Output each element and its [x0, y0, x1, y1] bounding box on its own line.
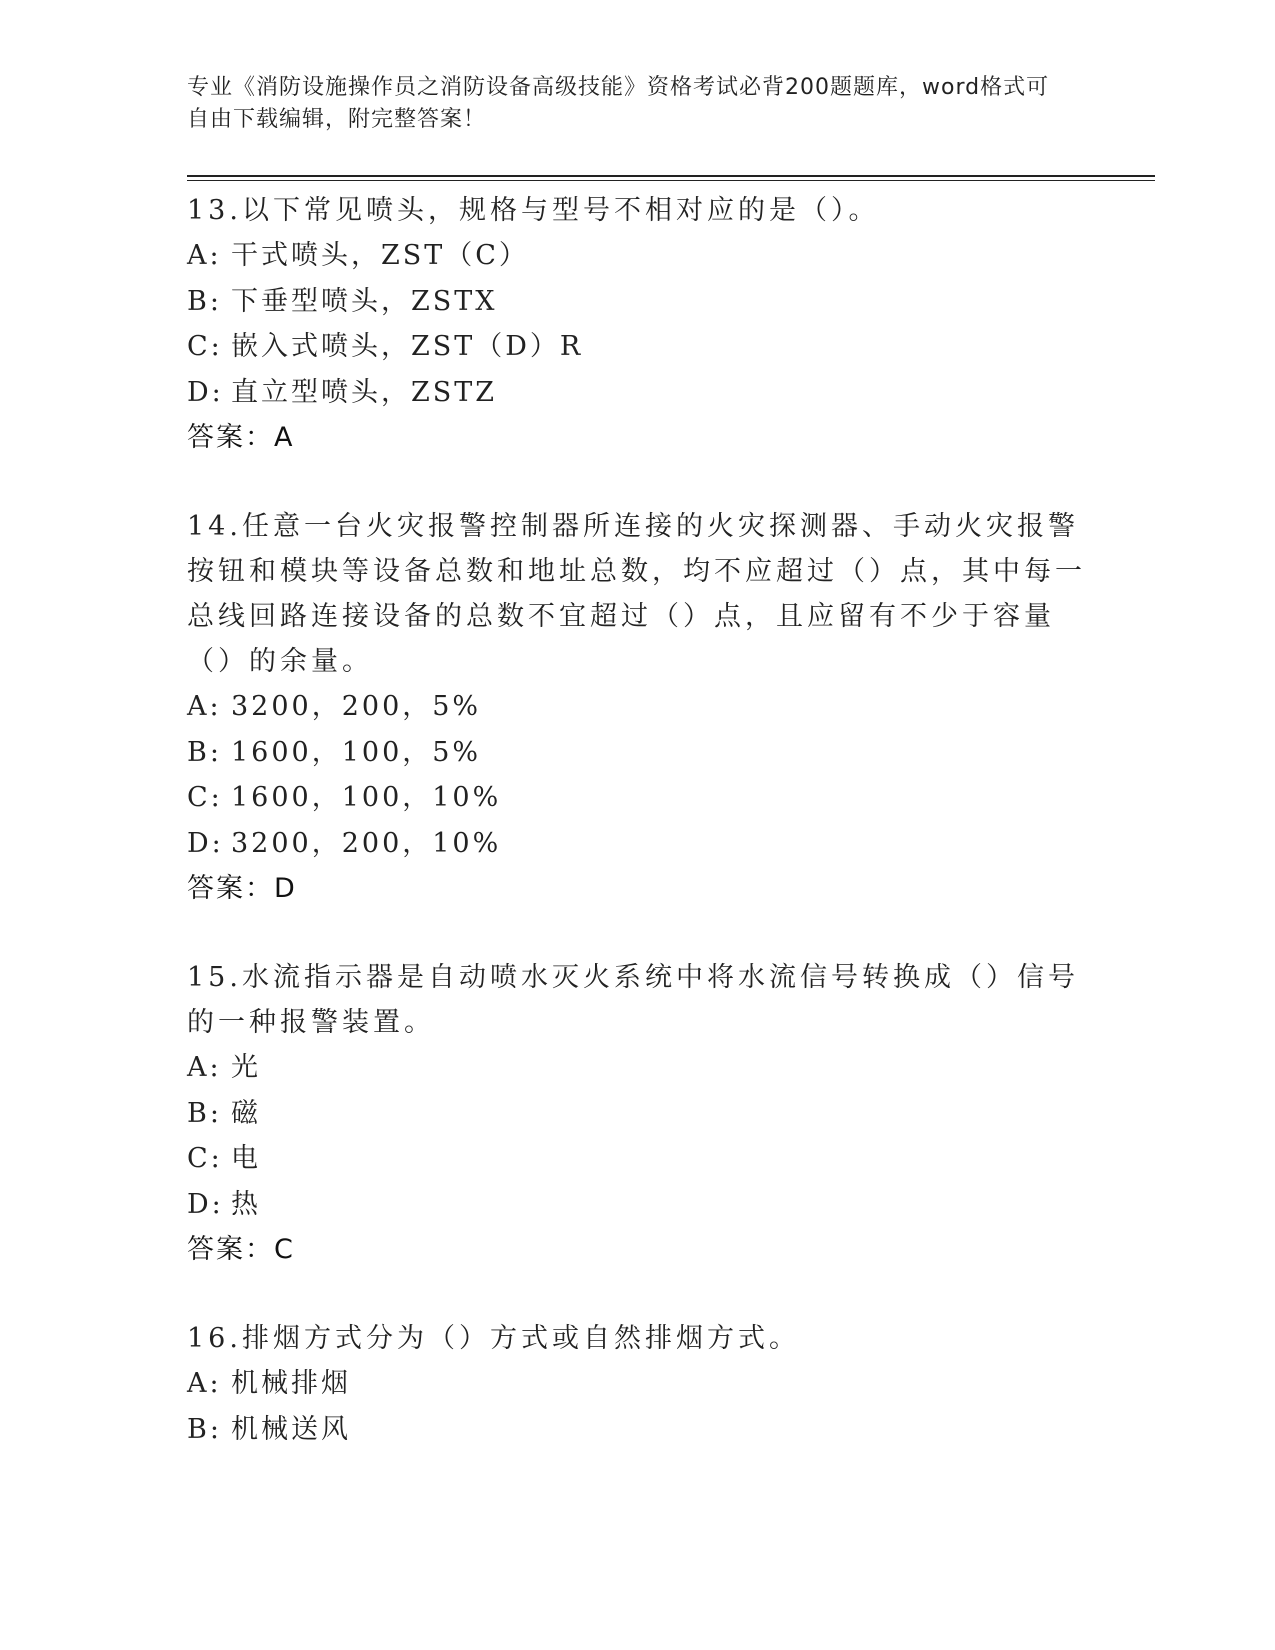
option-a	[187, 1045, 1087, 1091]
option-b	[187, 730, 1087, 776]
option-key: B:	[187, 1413, 222, 1445]
option-text: 电	[231, 1143, 261, 1174]
header-divider-thick	[187, 175, 1155, 177]
option-a	[187, 233, 1087, 279]
option-text: 磁	[231, 1097, 261, 1129]
option-c	[187, 775, 1087, 821]
option-key: B:	[187, 285, 222, 317]
option-key: D:	[187, 827, 224, 859]
option-text: 机械排烟	[231, 1368, 351, 1399]
question-stem: 14.任意一台火灾报警控制器所连接的火灾探测器、手动火灾报警按钮和模块等设备总数和地址总数，均不应超过（）点，其中每一总线回路连接设备的总数不宜超过（）点，且应留有不少于容量（）的余量。	[187, 511, 1086, 677]
option-text: 热	[231, 1188, 261, 1220]
option-key: A:	[187, 240, 222, 271]
option-text: 直立型喷头，ZSTZ	[231, 376, 498, 408]
option-text: 下垂型喷头，ZSTX	[231, 285, 498, 317]
option-key: A:	[187, 1368, 222, 1399]
option-b	[187, 1407, 1087, 1453]
option-text: 干式喷头，ZST（C）	[231, 240, 529, 271]
option-text: 3200，200，10%	[231, 827, 502, 859]
question-15	[187, 955, 1087, 1272]
question-stem: 15.水流指示器是自动喷水灭火系统中将水流信号转换成（）信号的一种报警装置。	[187, 962, 1079, 1038]
option-key: C:	[187, 1143, 223, 1174]
option-c	[187, 1136, 1087, 1182]
answer-line: 答案：D	[187, 873, 297, 904]
option-d	[187, 370, 1087, 416]
document-intro: 专业《消防设施操作员之消防设备高级技能》资格考试必背200题题库，word格式可自由下载编辑，附完整答案！	[187, 75, 1050, 132]
question-13	[187, 188, 1087, 460]
question-16	[187, 1316, 1087, 1452]
option-b	[187, 1091, 1087, 1137]
answer-line: 答案：C	[187, 1234, 295, 1265]
option-text: 嵌入式喷头，ZST（D）R	[231, 331, 584, 362]
option-c	[187, 324, 1087, 370]
question-list	[187, 188, 1087, 1496]
question-14	[187, 504, 1087, 911]
option-key: B:	[187, 1097, 222, 1129]
option-key: C:	[187, 782, 223, 813]
option-key: A:	[187, 1052, 222, 1083]
option-key: C:	[187, 331, 223, 362]
option-text: 3200，200，5%	[231, 691, 482, 722]
option-d	[187, 1182, 1087, 1228]
header-divider-thin	[187, 180, 1155, 181]
option-key: D:	[187, 1188, 224, 1220]
option-d	[187, 821, 1087, 867]
option-key: D:	[187, 376, 224, 408]
option-key: B:	[187, 736, 222, 768]
option-a	[187, 1361, 1087, 1407]
option-a	[187, 684, 1087, 730]
option-text: 1600，100，5%	[231, 736, 482, 768]
option-text: 1600，100，10%	[231, 782, 502, 813]
option-b	[187, 279, 1087, 325]
option-key: A:	[187, 691, 222, 722]
question-stem: 13.以下常见喷头，规格与型号不相对应的是（）。	[187, 195, 880, 226]
answer-line: 答案：A	[187, 422, 295, 453]
option-text: 机械送风	[231, 1413, 351, 1445]
question-stem: 16.排烟方式分为（）方式或自然排烟方式。	[187, 1323, 800, 1354]
option-text: 光	[231, 1052, 261, 1083]
